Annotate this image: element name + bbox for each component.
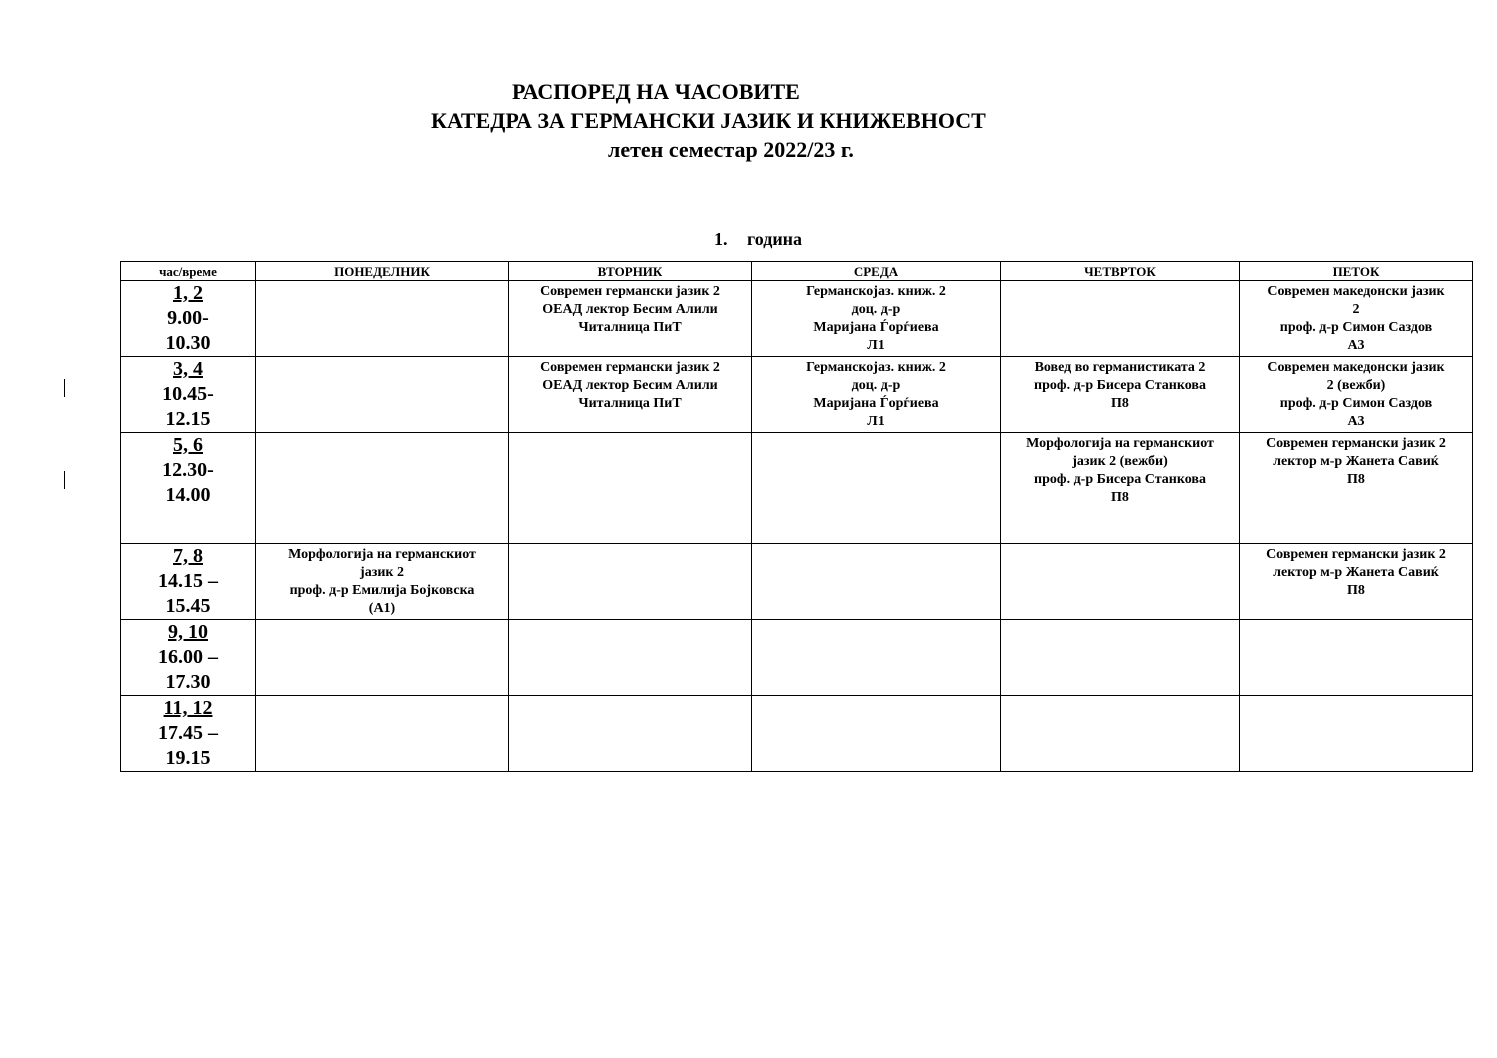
schedule-cell [256, 433, 509, 544]
course-line: доц. д-р [851, 378, 901, 393]
schedule-cell [752, 620, 1001, 696]
time-start: 10.45- [162, 383, 214, 405]
time-slot-cell [121, 696, 256, 772]
table-row [121, 281, 1473, 357]
schedule-cell [509, 357, 752, 433]
course-line: Современ германски јазик 2 [1266, 547, 1446, 562]
course-line: Читалница ПиТ [578, 320, 682, 335]
margin-mark [64, 471, 65, 489]
time-slot-cell [121, 620, 256, 696]
course-line: Современ германски јазик 2 [540, 360, 720, 375]
schedule-cell [1240, 281, 1473, 357]
table-row [121, 696, 1473, 772]
schedule-cell [752, 281, 1001, 357]
course-line: 2 (вежби) [1326, 378, 1386, 393]
semester-title: летен семестар 2022/23 г. [608, 137, 854, 162]
course-line: П8 [1111, 396, 1129, 411]
schedule-cell [509, 620, 752, 696]
time-start: 14.15 – [158, 570, 218, 592]
time-end: 17.30 [165, 671, 211, 693]
course-line: проф. д-р Бисера Станкова [1034, 472, 1206, 487]
slot-number: 11, 12 [163, 697, 213, 719]
margin-mark [64, 379, 65, 397]
year-label: година [747, 229, 803, 249]
table-row [121, 544, 1473, 620]
course-line: Л1 [867, 338, 885, 353]
schedule-table [120, 261, 1473, 772]
schedule-cell [256, 620, 509, 696]
time-end: 14.00 [165, 484, 211, 506]
course-line: Германскојаз. книж. 2 [806, 284, 946, 299]
time-start: 9.00- [167, 307, 209, 329]
course-line: јазик 2 [360, 565, 404, 580]
time-end: 19.15 [165, 747, 211, 769]
course-line: Вовед во германистиката 2 [1034, 360, 1206, 375]
course-line: проф. д-р Бисера Станкова [1034, 378, 1206, 393]
col-header-wednesday: СРЕДА [752, 262, 1001, 281]
course-line: проф. д-р Емилија Бојковска [289, 583, 475, 598]
course-line: Германскојаз. книж. 2 [806, 360, 946, 375]
course-line: Современ германски јазик 2 [540, 284, 720, 299]
schedule-cell [1240, 544, 1473, 620]
schedule-cell [1001, 620, 1240, 696]
schedule-cell [1240, 357, 1473, 433]
schedule-cell [509, 544, 752, 620]
slot-number: 7, 8 [173, 545, 203, 567]
course-line: Маријана Ѓорѓиева [813, 396, 939, 411]
time-start: 12.30- [162, 459, 214, 481]
schedule-cell [1240, 433, 1473, 544]
course-line: доц. д-р [851, 302, 901, 317]
course-line: ОЕАД лектор Бесим Алили [542, 302, 718, 317]
time-end: 12.15 [165, 408, 211, 430]
year-number: 1. [714, 229, 728, 249]
course-line: Современ македонски јазик [1267, 360, 1445, 375]
course-line: проф. д-р Симон Саздов [1279, 320, 1433, 335]
course-line: лектор м-р Жанета Савиќ [1273, 565, 1439, 580]
time-slot-cell [121, 544, 256, 620]
year-heading [714, 229, 802, 250]
time-end: 15.45 [165, 595, 211, 617]
col-header-monday: ПОНЕДЕЛНИК [256, 262, 509, 281]
slot-number: 3, 4 [173, 358, 203, 380]
schedule-cell [509, 281, 752, 357]
course-line: П8 [1347, 472, 1365, 487]
time-slot-cell [121, 357, 256, 433]
time-end: 10.30 [165, 332, 211, 354]
schedule-cell [1001, 544, 1240, 620]
col-header-time: час/време [121, 262, 256, 281]
time-slot-cell [121, 281, 256, 357]
course-line: А3 [1347, 338, 1365, 353]
slot-number: 1, 2 [173, 282, 203, 304]
course-line: А3 [1347, 414, 1365, 429]
course-line: Читалница ПиТ [578, 396, 682, 411]
time-start: 17.45 – [158, 722, 218, 744]
course-line: Современ македонски јазик [1267, 284, 1445, 299]
course-line: јазик 2 (вежби) [1072, 454, 1168, 469]
col-header-thursday: ЧЕТВРТОК [1001, 262, 1240, 281]
schedule-cell [1240, 620, 1473, 696]
col-header-friday: ПЕТОК [1240, 262, 1473, 281]
slot-number: 9, 10 [168, 621, 208, 643]
course-line: Маријана Ѓорѓиева [813, 320, 939, 335]
table-header-row [121, 262, 1473, 281]
schedule-cell [256, 544, 509, 620]
schedule-cell [752, 696, 1001, 772]
table-row [121, 620, 1473, 696]
schedule-cell [752, 544, 1001, 620]
course-line: ОЕАД лектор Бесим Алили [542, 378, 718, 393]
col-header-tuesday: ВТОРНИК [509, 262, 752, 281]
department-title: КАТЕДРА ЗА ГЕРМАНСКИ ЈАЗИК И КНИЖЕВНОСТ [431, 108, 986, 133]
schedule-cell [509, 433, 752, 544]
course-line: проф. д-р Симон Саздов [1279, 396, 1433, 411]
page-title: РАСПОРЕД НА ЧАСОВИТЕ [512, 79, 800, 104]
table-row [121, 433, 1473, 544]
course-line: Л1 [867, 414, 885, 429]
course-line: 2 [1352, 302, 1360, 317]
schedule-cell [752, 357, 1001, 433]
course-line: П8 [1111, 490, 1129, 505]
schedule-cell [752, 433, 1001, 544]
schedule-cell [256, 357, 509, 433]
slot-number: 5, 6 [173, 434, 203, 456]
table-row [121, 357, 1473, 433]
schedule-cell [1001, 357, 1240, 433]
schedule-cell [509, 696, 752, 772]
course-line: (А1) [368, 601, 396, 616]
course-line: П8 [1347, 583, 1365, 598]
course-line: лектор м-р Жанета Савиќ [1273, 454, 1439, 469]
course-line: Современ германски јазик 2 [1266, 436, 1446, 451]
course-line: Морфологија на германскиот [1026, 436, 1214, 451]
schedule-cell [256, 696, 509, 772]
schedule-cell [1001, 696, 1240, 772]
schedule-cell [1001, 433, 1240, 544]
time-slot-cell [121, 433, 256, 544]
course-line: Морфологија на германскиот [288, 547, 476, 562]
time-start: 16.00 – [158, 646, 218, 668]
schedule-cell [1001, 281, 1240, 357]
schedule-cell [1240, 696, 1473, 772]
schedule-cell [256, 281, 509, 357]
